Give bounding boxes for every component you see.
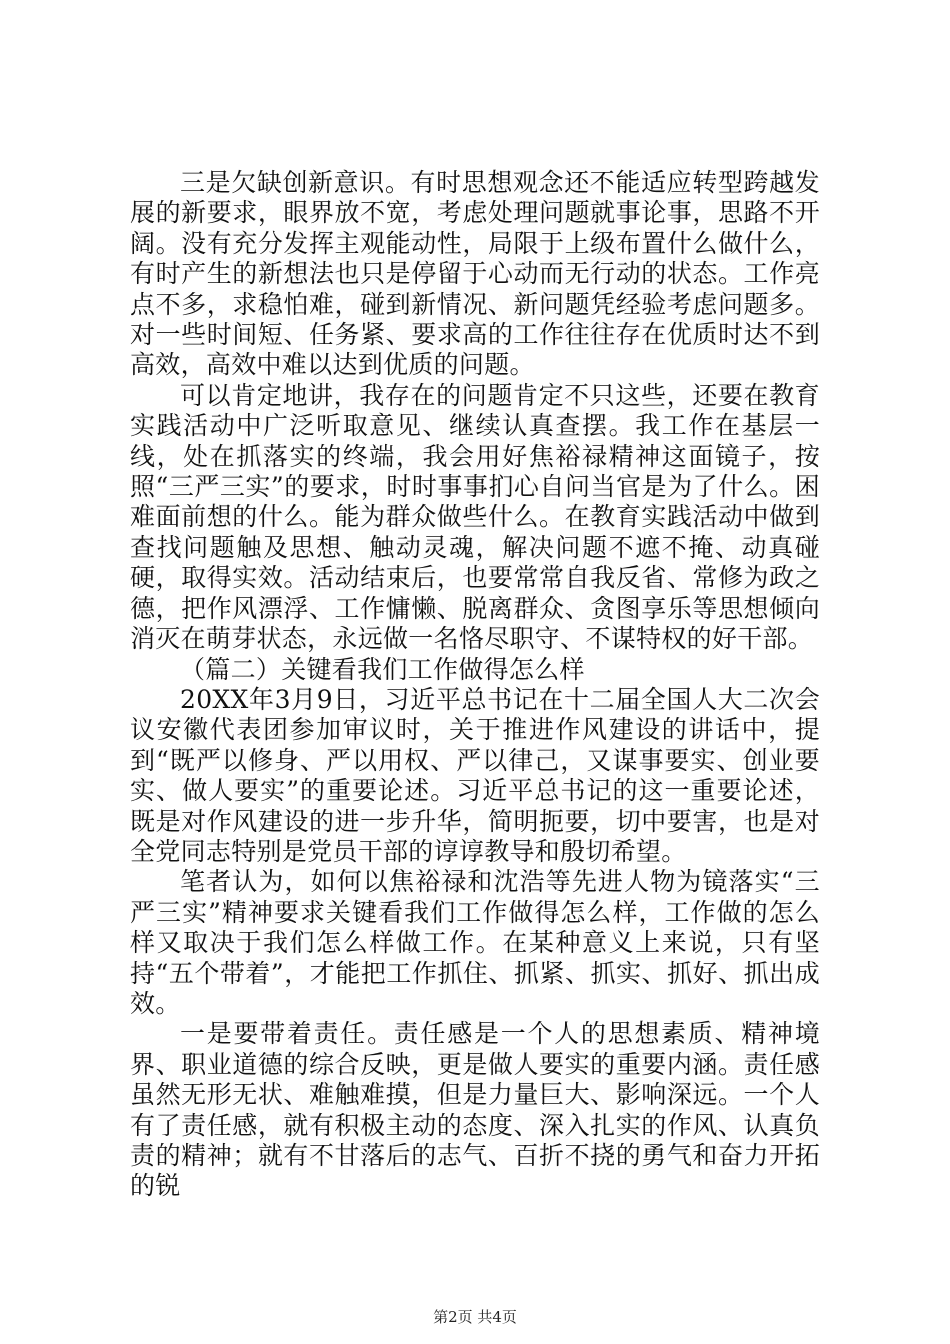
paragraph-author-view: 笔者认为，如何以焦裕禄和沈浩等先进人物为镜落实“三严三实”精神要求关键看我们工作做得怎么样，工作做的怎么样又取决于我们怎么样做工作。在某种意义上来说，只有坚持“五个带着”，才能把工作抓住、抓紧、抓实、抓好、抓出成效。 bbox=[130, 867, 820, 1018]
paragraph-commitment: 可以肯定地讲，我存在的问题肯定不只这些，还要在教育实践活动中广泛听取意见、继续认真查摆。我工作在基层一线，处在抓落实的终端，我会用好焦裕禄精神这面镜子，按照“三严三实”的要求，时时事事扪心自问当官是为了什么。困难面前想的什么。能为群众做些什么。在教育实践活动中做到查找问题触及思想、触动灵魂，解决问题不遮不掩、动真碰硬，取得实效。活动结束后，也要常常自我反省、常修为政之德，把作风漂浮、工作慵懒、脱离群众、贪图享乐等思想倾向消灭在萌芽状态，永远做一名恪尽职守、不谋特权的好干部。 bbox=[130, 380, 820, 654]
paragraph-innovation: 三是欠缺创新意识。有时思想观念还不能适应转型跨越发展的新要求，眼界放不宽，考虑处理问题就事论事，思路不开阔。没有充分发挥主观能动性，局限于上级布置什么做什么，有时产生的新想法也只是停留于心动而无行动的状态。工作亮点不多，求稳怕难，碰到新情况、新问题凭经验考虑问题多。对一些时间短、任务紧、要求高的工作往往存在优质时达不到高效，高效中难以达到优质的问题。 bbox=[130, 168, 820, 380]
paragraph-responsibility: 一是要带着责任。责任感是一个人的思想素质、精神境界、职业道德的综合反映，更是做人要实的重要内涵。责任感虽然无形无状、难触难摸，但是力量巨大、影响深远。一个人有了责任感，就有积极主动的态度、深入扎实的作风、认真负责的精神；就有不甘落后的志气、百折不挠的勇气和奋力开拓的锐 bbox=[130, 1019, 820, 1201]
page-number-footer: 第2页 共4页 bbox=[433, 1308, 517, 1326]
document-body bbox=[130, 168, 820, 1202]
section-heading: （篇二）关键看我们工作做得怎么样 bbox=[180, 654, 585, 684]
paragraph-speech: 20XX年3月9日，习近平总书记在十二届全国人大二次会议安徽代表团参加审议时，关于推进作风建设的讲话中，提到“既严以修身、严以用权、严以律己，又谋事要实、创业要实、做人要实”的重要论述。习近平总书记的这一重要论述，既是对作风建设的进一步升华，简明扼要，切中要害，也是对全党同志特别是党员干部的谆谆教导和殷切希望。 bbox=[130, 684, 820, 866]
